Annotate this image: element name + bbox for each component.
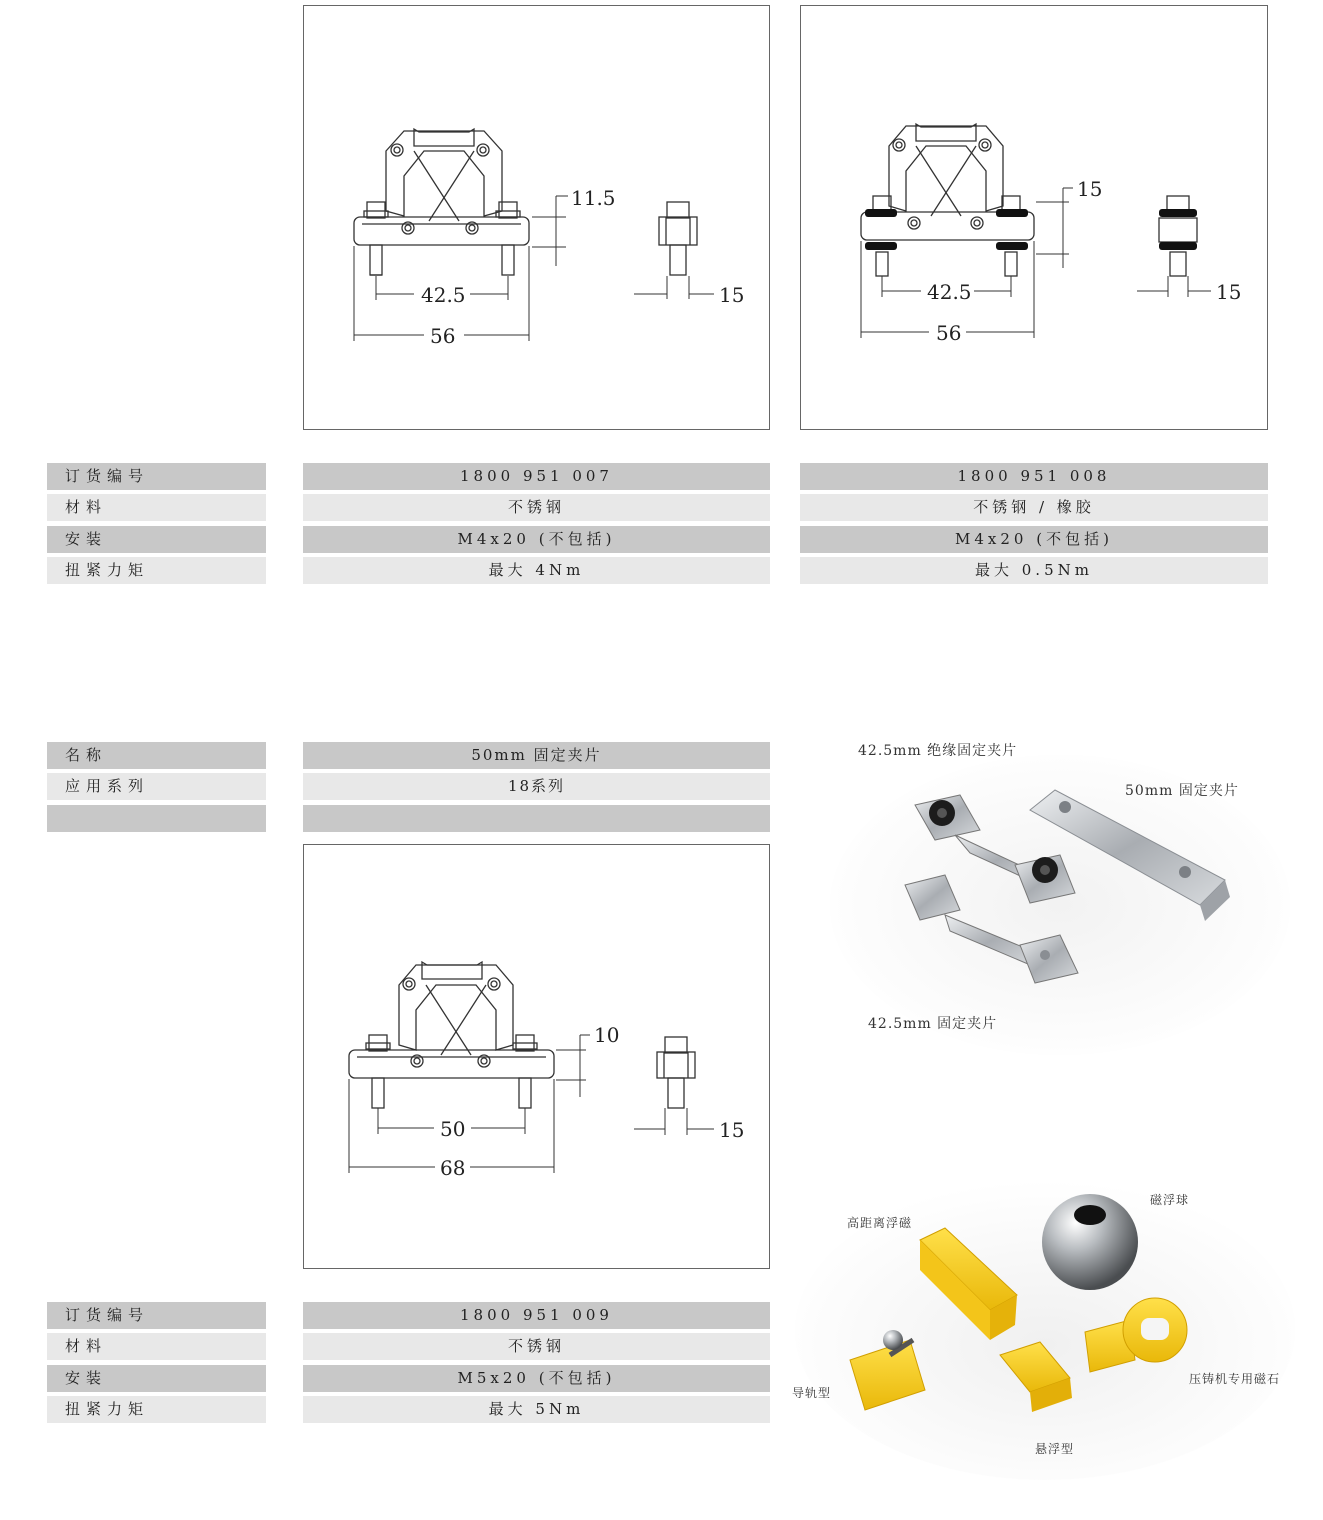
value-empty bbox=[303, 805, 770, 832]
label-mounting: 安装 bbox=[47, 526, 266, 553]
label-50mm-clamp: 50mm 固定夹片 bbox=[1125, 783, 1239, 799]
dim-inner: 50 bbox=[440, 1117, 466, 1141]
dim-height: 11.5 bbox=[571, 186, 616, 210]
label-torque: 扭紧力矩 bbox=[47, 1396, 266, 1423]
value-order-no: 1800 951 007 bbox=[303, 463, 770, 490]
value-name: 50mm 固定夹片 bbox=[303, 742, 770, 769]
value-order-no: 1800 951 008 bbox=[800, 463, 1268, 490]
dim-side: 15 bbox=[719, 283, 745, 307]
label-high-distance-float: 高距离浮磁 bbox=[847, 1216, 913, 1230]
magnets-photo bbox=[785, 1160, 1305, 1480]
dim-height: 15 bbox=[1077, 177, 1103, 201]
dim-outer: 56 bbox=[430, 324, 456, 348]
label-die-cast-magnet: 压铸机专用磁石 bbox=[1189, 1372, 1281, 1386]
label-float-ball: 磁浮球 bbox=[1150, 1193, 1190, 1207]
label-series: 应用系列 bbox=[47, 773, 266, 800]
value-mounting: M5x20 (不包括) bbox=[303, 1365, 770, 1392]
label-rail-type: 导轨型 bbox=[792, 1386, 832, 1400]
value-torque: 最大 4Nm bbox=[303, 557, 770, 584]
value-order-no: 1800 951 009 bbox=[303, 1302, 770, 1329]
clamps-photo bbox=[820, 735, 1300, 1055]
drawing-panel-009 bbox=[303, 844, 770, 1269]
label-insulated-clamp: 42.5mm 绝缘固定夹片 bbox=[858, 743, 1018, 759]
dim-side: 15 bbox=[1216, 280, 1242, 304]
label-order-no: 订货编号 bbox=[47, 1302, 266, 1329]
dim-side: 15 bbox=[719, 1118, 745, 1142]
clamp-drawing-008 bbox=[801, 6, 1267, 429]
value-mounting: M4x20 (不包括) bbox=[303, 526, 770, 553]
label-floating-type: 悬浮型 bbox=[1035, 1442, 1075, 1456]
value-material: 不锈钢 bbox=[303, 494, 770, 521]
value-series: 18系列 bbox=[303, 773, 770, 800]
dim-outer: 68 bbox=[440, 1156, 466, 1180]
value-mounting: M4x20 (不包括) bbox=[800, 526, 1268, 553]
drawing-panel-007 bbox=[303, 5, 770, 430]
value-material: 不锈钢 bbox=[303, 1333, 770, 1360]
label-torque: 扭紧力矩 bbox=[47, 557, 266, 584]
label-42mm-clamp: 42.5mm 固定夹片 bbox=[868, 1016, 998, 1032]
label-mounting: 安装 bbox=[47, 1365, 266, 1392]
drawing-panel-008 bbox=[800, 5, 1268, 430]
label-name: 名称 bbox=[47, 742, 266, 769]
clamp-drawing-007 bbox=[304, 6, 769, 429]
dim-height: 10 bbox=[594, 1023, 620, 1047]
dim-inner: 42.5 bbox=[421, 283, 466, 307]
value-torque: 最大 5Nm bbox=[303, 1396, 770, 1423]
label-empty bbox=[47, 805, 266, 832]
magnets-image bbox=[785, 1160, 1305, 1480]
clamp-drawing-009 bbox=[304, 845, 769, 1268]
value-material: 不锈钢 / 橡胶 bbox=[800, 494, 1268, 521]
label-material: 材料 bbox=[47, 1333, 266, 1360]
dim-outer: 56 bbox=[936, 321, 962, 345]
dim-inner: 42.5 bbox=[927, 280, 972, 304]
label-order-no: 订货编号 bbox=[47, 463, 266, 490]
value-torque: 最大 0.5Nm bbox=[800, 557, 1268, 584]
label-material: 材料 bbox=[47, 494, 266, 521]
